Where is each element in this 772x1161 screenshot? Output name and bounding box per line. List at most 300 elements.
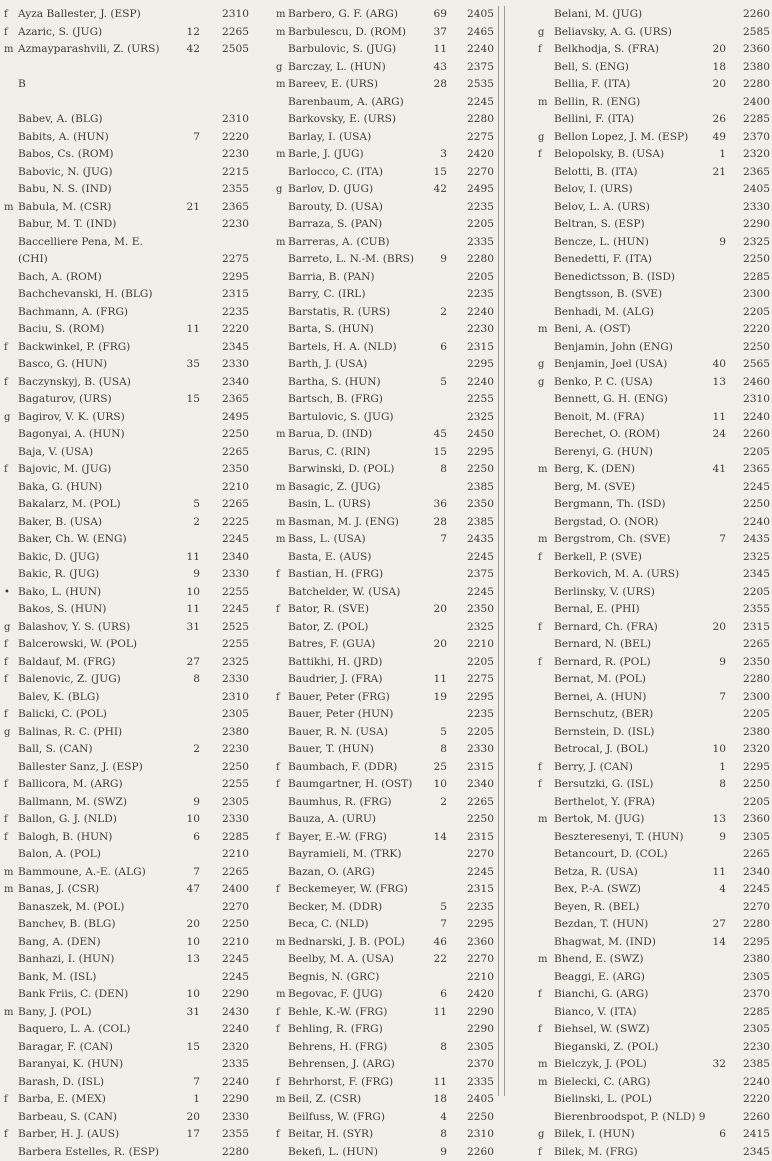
player-row xyxy=(530,671,772,689)
elo-rating: 2260 xyxy=(726,1109,770,1127)
elo-rating: 2315 xyxy=(726,619,770,637)
elo-rating: 2285 xyxy=(726,111,770,129)
player-row xyxy=(0,1039,256,1057)
player-name: Balon, A. (POL) xyxy=(18,846,206,864)
elo-rating: 2205 xyxy=(726,444,770,462)
elo-rating: 2285 xyxy=(213,829,249,847)
player-name: Bagaturov, (URS) xyxy=(18,391,206,409)
title-mark: f xyxy=(4,24,8,42)
games-count: 2 xyxy=(176,741,200,759)
player-name: Bammoune, A.-E. (ALG) xyxy=(18,864,206,882)
games-count: 27 xyxy=(176,654,200,672)
elo-rating: 2310 xyxy=(213,6,249,24)
player-row xyxy=(272,111,504,129)
player-row xyxy=(0,916,256,934)
games-count: 25 xyxy=(427,759,447,777)
player-name: Bekefi, L. (HUN) xyxy=(288,1144,450,1161)
elo-rating: 2265 xyxy=(213,864,249,882)
player-name: Bhagwat, M. (IND) xyxy=(554,934,722,952)
games-count: 9 xyxy=(176,566,200,584)
games-count: 8 xyxy=(427,461,447,479)
title-mark: f xyxy=(538,41,542,59)
player-name: Babovic, N. (JUG) xyxy=(18,164,206,182)
player-row xyxy=(0,881,256,899)
elo-rating: 2250 xyxy=(726,496,770,514)
player-row xyxy=(272,619,504,637)
player-name: Bachmann, A. (FRG) xyxy=(18,304,206,322)
elo-rating: 2220 xyxy=(726,1091,770,1109)
player-name: Barbulovic, S. (JUG) xyxy=(288,41,450,59)
elo-rating: 2250 xyxy=(448,1109,494,1127)
player-name: Beaggi, E. (ARG) xyxy=(554,969,722,987)
elo-rating: 2345 xyxy=(726,566,770,584)
column-3 xyxy=(530,6,772,1096)
elo-rating: 2430 xyxy=(213,1004,249,1022)
title-mark: g xyxy=(538,1126,544,1144)
player-name: Basta, E. (AUS) xyxy=(288,549,450,567)
player-row xyxy=(0,724,256,742)
games-count: 10 xyxy=(427,776,447,794)
player-row xyxy=(0,514,256,532)
player-name: Barta, S. (HUN) xyxy=(288,321,450,339)
column-divider xyxy=(504,6,505,1096)
player-row xyxy=(530,514,772,532)
player-row xyxy=(530,951,772,969)
games-count: 1 xyxy=(708,146,726,164)
player-row xyxy=(272,759,504,777)
elo-rating: 2300 xyxy=(726,689,770,707)
player-name: Belkhodja, S. (FRA) xyxy=(554,41,722,59)
games-count: 19 xyxy=(427,689,447,707)
player-row xyxy=(530,94,772,112)
elo-rating: 2240 xyxy=(448,304,494,322)
games-count: 7 xyxy=(708,689,726,707)
player-row xyxy=(272,24,504,42)
player-row xyxy=(530,479,772,497)
games-count: 1 xyxy=(176,1091,200,1109)
games-count: 42 xyxy=(176,41,200,59)
player-row xyxy=(530,374,772,392)
player-row xyxy=(530,269,772,287)
player-row xyxy=(0,461,256,479)
games-count: 21 xyxy=(176,199,200,217)
player-name: Bianchi, G. (ARG) xyxy=(554,986,722,1004)
elo-rating: 2350 xyxy=(213,461,249,479)
player-name: Bertok, M. (JUG) xyxy=(554,811,722,829)
elo-rating: 2290 xyxy=(726,216,770,234)
player-name: Barlov, D. (JUG) xyxy=(288,181,450,199)
player-name: Baldauf, M. (FRG) xyxy=(18,654,206,672)
elo-rating: 2325 xyxy=(448,409,494,427)
games-count: 20 xyxy=(427,601,447,619)
elo-rating: 2355 xyxy=(726,601,770,619)
player-name: Beltran, S. (ESP) xyxy=(554,216,722,234)
elo-rating: 2365 xyxy=(726,164,770,182)
elo-rating: 2225 xyxy=(213,514,249,532)
player-row xyxy=(530,111,772,129)
column-2 xyxy=(272,6,504,1096)
player-row xyxy=(272,724,504,742)
player-name: Barber, H. J. (AUS) xyxy=(18,1126,206,1144)
player-row xyxy=(0,391,256,409)
player-name: Bartels, H. A. (NLD) xyxy=(288,339,450,357)
player-row xyxy=(530,129,772,147)
player-row xyxy=(272,41,504,59)
player-row xyxy=(0,76,256,94)
player-row xyxy=(530,566,772,584)
title-mark: f xyxy=(538,619,542,637)
player-name: Bernal, E. (PHI) xyxy=(554,601,722,619)
player-row xyxy=(530,146,772,164)
elo-rating: 2340 xyxy=(213,374,249,392)
title-mark: f xyxy=(538,1144,542,1161)
elo-rating: 2465 xyxy=(448,24,494,42)
title-mark: g xyxy=(4,619,10,637)
games-count: 10 xyxy=(176,986,200,1004)
player-name: Bauer, Peter (FRG) xyxy=(288,689,450,707)
player-row xyxy=(530,426,772,444)
player-name: Bellon Lopez, J. M. (ESP) xyxy=(554,129,722,147)
column-1 xyxy=(0,6,256,1096)
player-row xyxy=(530,391,772,409)
games-count: 49 xyxy=(708,129,726,147)
player-name: Barry, C. (IRL) xyxy=(288,286,450,304)
player-row xyxy=(272,951,504,969)
player-name: Behrens, H. (FRG) xyxy=(288,1039,450,1057)
player-name: Baudrier, J. (FRA) xyxy=(288,671,450,689)
player-name: Balinas, R. C. (PHI) xyxy=(18,724,206,742)
player-name: Bauer, R. N. (USA) xyxy=(288,724,450,742)
player-row xyxy=(530,794,772,812)
player-row xyxy=(272,689,504,707)
player-row xyxy=(272,636,504,654)
player-row xyxy=(530,899,772,917)
games-count: 10 xyxy=(176,934,200,952)
player-name: Babos, Cs. (ROM) xyxy=(18,146,206,164)
elo-rating: 2265 xyxy=(448,794,494,812)
player-row xyxy=(272,339,504,357)
elo-rating: 2250 xyxy=(213,426,249,444)
games-count: 37 xyxy=(427,24,447,42)
player-name: Ball, S. (CAN) xyxy=(18,741,206,759)
player-row xyxy=(0,584,256,602)
elo-rating: 2435 xyxy=(448,531,494,549)
player-name: Berthelot, Y. (FRA) xyxy=(554,794,722,812)
elo-rating: 2275 xyxy=(448,671,494,689)
elo-rating: 2405 xyxy=(448,6,494,24)
player-row xyxy=(0,759,256,777)
elo-rating: 2360 xyxy=(726,811,770,829)
player-row xyxy=(530,199,772,217)
elo-rating: 2405 xyxy=(726,181,770,199)
player-name: Balcerowski, W. (POL) xyxy=(18,636,206,654)
title-mark: m xyxy=(538,321,547,339)
elo-rating: 2335 xyxy=(448,1074,494,1092)
player-name: Balenovic, Z. (JUG) xyxy=(18,671,206,689)
elo-rating: 2245 xyxy=(213,601,249,619)
elo-rating: 2350 xyxy=(448,601,494,619)
player-name: Bielinski, L. (POL) xyxy=(554,1091,722,1109)
elo-rating: 2235 xyxy=(448,706,494,724)
player-name: Bengtsson, B. (SVE) xyxy=(554,286,722,304)
title-mark: f xyxy=(538,146,542,164)
elo-rating: 2375 xyxy=(448,59,494,77)
elo-rating: 2240 xyxy=(213,1074,249,1092)
games-count: 11 xyxy=(427,41,447,59)
player-name: Baumgartner, H. (OST) xyxy=(288,776,450,794)
elo-rating: 2205 xyxy=(726,794,770,812)
player-row xyxy=(0,181,256,199)
player-row xyxy=(0,374,256,392)
player-row xyxy=(272,59,504,77)
player-name: Baumbach, F. (DDR) xyxy=(288,759,450,777)
player-row xyxy=(272,776,504,794)
player-row xyxy=(272,969,504,987)
player-name: Bielecki, C. (ARG) xyxy=(554,1074,722,1092)
elo-rating: 2210 xyxy=(448,636,494,654)
player-row xyxy=(272,1074,504,1092)
player-row xyxy=(272,1144,504,1161)
player-name: Beni, A. (OST) xyxy=(554,321,722,339)
player-name: Baker, B. (USA) xyxy=(18,514,206,532)
elo-rating: 2245 xyxy=(213,951,249,969)
elo-rating: 2315 xyxy=(448,759,494,777)
player-row xyxy=(0,706,256,724)
player-name: Bersutzki, G. (ISL) xyxy=(554,776,722,794)
title-mark: g xyxy=(538,374,544,392)
player-row xyxy=(0,6,256,24)
title-mark: m xyxy=(276,146,285,164)
games-count: 32 xyxy=(708,1056,726,1074)
player-name: Balev, K. (BLG) xyxy=(18,689,206,707)
player-row xyxy=(0,1126,256,1144)
games-count: 5 xyxy=(427,899,447,917)
player-row xyxy=(530,916,772,934)
games-count: 4 xyxy=(427,1109,447,1127)
player-name: Basagic, Z. (JUG) xyxy=(288,479,450,497)
player-name: Batchelder, W. (USA) xyxy=(288,584,450,602)
player-row xyxy=(272,794,504,812)
player-name: Bagirov, V. K. (URS) xyxy=(18,409,206,427)
player-name: Battikhi, H. (JRD) xyxy=(288,654,450,672)
title-mark: m xyxy=(538,811,547,829)
elo-rating: 2525 xyxy=(213,619,249,637)
player-row xyxy=(530,1126,772,1144)
elo-rating: 2205 xyxy=(448,269,494,287)
player-row xyxy=(272,584,504,602)
player-row xyxy=(0,566,256,584)
elo-rating: 2305 xyxy=(726,1021,770,1039)
elo-rating: 2385 xyxy=(726,1056,770,1074)
elo-rating: 2415 xyxy=(726,1126,770,1144)
elo-rating: 2265 xyxy=(726,636,770,654)
player-name: Bergstad, O. (NOR) xyxy=(554,514,722,532)
title-mark: m xyxy=(276,531,285,549)
player-name: Barreras, A. (CUB) xyxy=(288,234,450,252)
title-mark: f xyxy=(538,986,542,1004)
player-name: Baquero, L. A. (COL) xyxy=(18,1021,206,1039)
player-name: Bernard, Ch. (FRA) xyxy=(554,619,722,637)
player-name: Barua, D. (IND) xyxy=(288,426,450,444)
player-row xyxy=(530,496,772,514)
player-row xyxy=(530,216,772,234)
player-row xyxy=(0,251,256,269)
player-name: Beca, C. (NLD) xyxy=(288,916,450,934)
player-row xyxy=(0,286,256,304)
player-row xyxy=(272,916,504,934)
games-count: 4 xyxy=(708,881,726,899)
player-name: Babu, N. S. (IND) xyxy=(18,181,206,199)
games-count: 7 xyxy=(176,129,200,147)
player-name: B xyxy=(18,76,206,94)
elo-rating: 2295 xyxy=(448,444,494,462)
player-name: Barth, J. (USA) xyxy=(288,356,450,374)
elo-rating: 2320 xyxy=(726,146,770,164)
elo-rating: 2255 xyxy=(448,391,494,409)
player-name: Berkell, P. (SVE) xyxy=(554,549,722,567)
player-row xyxy=(0,864,256,882)
title-mark: f xyxy=(4,706,8,724)
player-row xyxy=(0,94,256,112)
player-name: Belov, I. (URS) xyxy=(554,181,722,199)
player-name: Bellin, R. (ENG) xyxy=(554,94,722,112)
player-row xyxy=(530,776,772,794)
player-name: Barba, E. (MEX) xyxy=(18,1091,206,1109)
player-name: Bernei, A. (HUN) xyxy=(554,689,722,707)
elo-rating: 2305 xyxy=(448,1039,494,1057)
games-count: 9 xyxy=(176,794,200,812)
elo-rating: 2315 xyxy=(448,829,494,847)
games-count: 5 xyxy=(176,496,200,514)
games-count: 8 xyxy=(176,671,200,689)
player-name: Bazan, O. (ARG) xyxy=(288,864,450,882)
player-name: Baka, G. (HUN) xyxy=(18,479,206,497)
player-row xyxy=(0,129,256,147)
games-count: 13 xyxy=(708,374,726,392)
elo-rating: 2210 xyxy=(448,969,494,987)
player-name: Bajovic, M. (JUG) xyxy=(18,461,206,479)
elo-rating: 2230 xyxy=(213,146,249,164)
player-row xyxy=(0,444,256,462)
games-count: 9 xyxy=(708,654,726,672)
player-name: Betancourt, D. (COL) xyxy=(554,846,722,864)
player-row xyxy=(0,934,256,952)
player-row xyxy=(0,304,256,322)
player-row xyxy=(272,391,504,409)
games-count: 5 xyxy=(427,724,447,742)
elo-rating: 2310 xyxy=(213,689,249,707)
player-name: Bilek, M. (FRG) xyxy=(554,1144,722,1161)
elo-rating: 2265 xyxy=(213,444,249,462)
player-row xyxy=(272,76,504,94)
games-count: 8 xyxy=(708,776,726,794)
player-name: Babula, M. (CSR) xyxy=(18,199,206,217)
title-mark: m xyxy=(4,1004,13,1022)
player-name: Berry, J. (CAN) xyxy=(554,759,722,777)
player-row xyxy=(0,1021,256,1039)
player-row xyxy=(530,356,772,374)
games-count: 1 xyxy=(708,759,726,777)
title-mark: m xyxy=(538,951,547,969)
elo-rating: 2240 xyxy=(726,1074,770,1092)
games-count: 7 xyxy=(708,531,726,549)
elo-rating: 2365 xyxy=(213,199,249,217)
elo-rating: 2565 xyxy=(726,356,770,374)
elo-rating: 2270 xyxy=(448,164,494,182)
player-row xyxy=(530,409,772,427)
title-mark: • xyxy=(4,584,10,602)
elo-rating: 2245 xyxy=(213,531,249,549)
player-name: Bernat, M. (POL) xyxy=(554,671,722,689)
elo-rating: 2290 xyxy=(213,986,249,1004)
player-row xyxy=(272,321,504,339)
player-name: Bhend, E. (SWZ) xyxy=(554,951,722,969)
player-name: Bex, P.-A. (SWZ) xyxy=(554,881,722,899)
player-row xyxy=(0,321,256,339)
elo-rating: 2270 xyxy=(448,846,494,864)
player-name: Barus, C. (RIN) xyxy=(288,444,450,462)
player-name: Baciu, S. (ROM) xyxy=(18,321,206,339)
title-mark: f xyxy=(4,339,8,357)
player-name: Bach, A. (ROM) xyxy=(18,269,206,287)
player-name: Bianco, V. (ITA) xyxy=(554,1004,722,1022)
player-row xyxy=(272,706,504,724)
player-row xyxy=(272,286,504,304)
elo-rating: 2310 xyxy=(448,1126,494,1144)
elo-rating: 2240 xyxy=(448,374,494,392)
player-row xyxy=(0,671,256,689)
player-name: Balashov, Y. S. (URS) xyxy=(18,619,206,637)
player-name: Beckemeyer, W. (FRG) xyxy=(288,881,450,899)
player-name: Barash, D. (ISL) xyxy=(18,1074,206,1092)
player-row xyxy=(272,164,504,182)
elo-rating: 2380 xyxy=(726,724,770,742)
elo-rating: 2350 xyxy=(726,654,770,672)
games-count: 22 xyxy=(427,951,447,969)
player-row xyxy=(272,1039,504,1057)
title-mark: m xyxy=(276,934,285,952)
games-count: 7 xyxy=(176,864,200,882)
elo-rating: 2295 xyxy=(213,269,249,287)
games-count: 15 xyxy=(427,164,447,182)
player-name: Baczynskyj, B. (USA) xyxy=(18,374,206,392)
player-row xyxy=(272,94,504,112)
elo-rating: 2320 xyxy=(726,741,770,759)
player-row xyxy=(0,549,256,567)
player-name: Bielczyk, J. (POL) xyxy=(554,1056,722,1074)
player-row xyxy=(530,304,772,322)
player-name: Ballon, G. J. (NLD) xyxy=(18,811,206,829)
player-row xyxy=(530,934,772,952)
player-name: Banas, J. (CSR) xyxy=(18,881,206,899)
player-row xyxy=(272,374,504,392)
player-name: Babev, A. (BLG) xyxy=(18,111,206,129)
player-row xyxy=(272,601,504,619)
player-row xyxy=(272,934,504,952)
player-name: Biehsel, W. (SWZ) xyxy=(554,1021,722,1039)
player-row xyxy=(530,549,772,567)
player-row xyxy=(530,636,772,654)
elo-rating: 2385 xyxy=(448,479,494,497)
player-name: Begovac, F. (JUG) xyxy=(288,986,450,1004)
elo-rating: 2205 xyxy=(448,654,494,672)
elo-rating: 2535 xyxy=(448,76,494,94)
elo-rating: 2205 xyxy=(726,584,770,602)
player-name: Balogh, B. (HUN) xyxy=(18,829,206,847)
player-row xyxy=(0,899,256,917)
player-name: Betza, R. (USA) xyxy=(554,864,722,882)
games-count: 6 xyxy=(708,1126,726,1144)
